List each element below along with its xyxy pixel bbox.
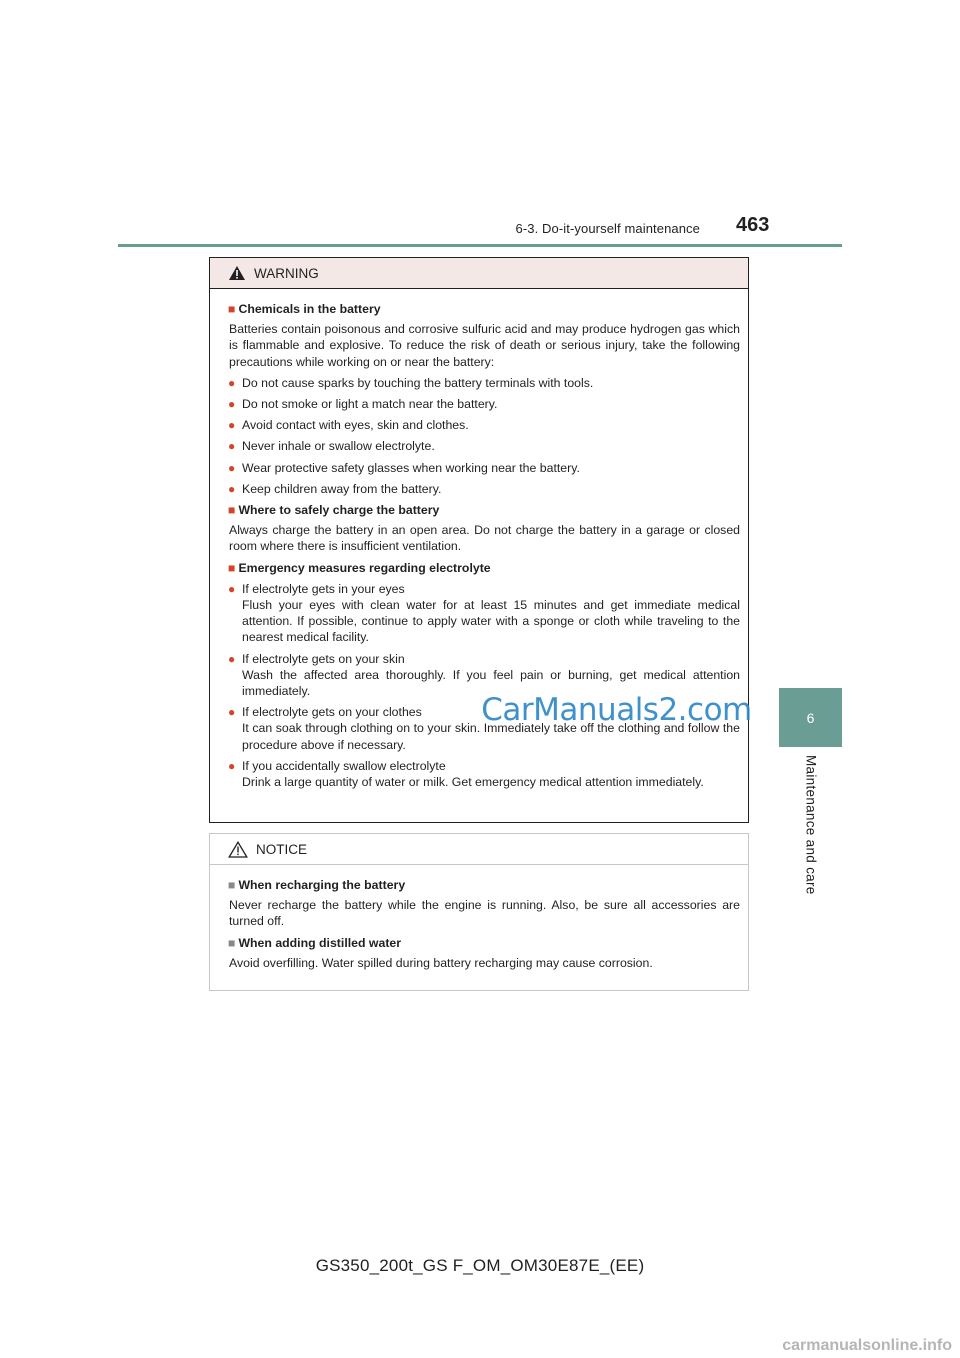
list-item: ● Do not smoke or light a match near the battery. xyxy=(228,397,498,412)
header-section-title: 6-3. Do-it-yourself maintenance xyxy=(515,221,700,236)
list-item: ● If electrolyte gets on your skin Wash the affected area thoroughly. If you feel pain or burning, get medical attention immediately. xyxy=(228,651,740,699)
notice-header xyxy=(210,834,748,865)
notice-section xyxy=(228,935,740,971)
section-text: Always charge the battery in an open area. Do not charge the battery in a garage or closed room where there is insufficient ventilation. xyxy=(229,523,740,554)
page-number: 463 xyxy=(736,214,770,236)
square-bullet-icon: ■ xyxy=(228,878,236,892)
section-text: Avoid overfilling. Water spilled during battery recharging may cause corrosion. xyxy=(229,955,653,970)
section-title: ■ Emergency measures regarding electrolyte xyxy=(228,560,491,575)
footer-source-link[interactable]: carmanualsonline.info xyxy=(782,1337,952,1354)
notice-section xyxy=(228,877,740,930)
circle-bullet-icon: ● xyxy=(228,439,236,454)
square-bullet-icon: ■ xyxy=(228,560,236,575)
circle-bullet-icon: ● xyxy=(228,397,236,412)
section-text: Batteries contain poisonous and corrosive sulfuric acid and may produce hydrogen gas which is flammable and explosive. To reduce the risk of death or serious injury, take the following precautions while working on or near the battery: xyxy=(229,322,740,369)
list-item: ● Avoid contact with eyes, skin and clothes. xyxy=(228,418,469,433)
list-item: ● If electrolyte gets on your clothes It can soak through clothing on to your skin. Immediately take off the clothing and follow the procedure above if necessary. xyxy=(228,705,740,752)
section-title: ■ Chemicals in the battery xyxy=(228,302,381,316)
list-item: ● If electrolyte gets in your eyes Flush your eyes with clean water for at least 15 minutes and get immediate medical attention. If possible, continue to apply water with a sponge or cloth while traveling to the nearest medical facility. xyxy=(228,581,740,645)
header-rule xyxy=(118,244,842,247)
circle-bullet-icon: ● xyxy=(228,651,236,666)
circle-bullet-icon: ● xyxy=(228,481,236,496)
notice-box xyxy=(209,833,749,991)
notice-body xyxy=(210,865,748,971)
section-title: ■ When adding distilled water xyxy=(228,935,402,950)
warning-section xyxy=(228,301,740,497)
section-text: Never recharge the battery while the engine is running. Also, be sure all accessories are turned off. xyxy=(229,898,740,929)
watermark: CarManuals2.com xyxy=(481,691,752,728)
list-item: ● Wear protective safety glasses when working near the battery. xyxy=(228,460,580,475)
warning-section xyxy=(228,560,740,791)
warning-header xyxy=(210,258,748,289)
chapter-number: 6 xyxy=(806,709,815,726)
list-item: ● Do not cause sparks by touching the battery terminals with tools. xyxy=(228,375,594,390)
list-item: ● Never inhale or swallow electrolyte. xyxy=(228,439,435,454)
circle-bullet-icon: ● xyxy=(228,758,236,773)
notice-heading: NOTICE xyxy=(256,841,308,857)
circle-bullet-icon: ● xyxy=(228,418,236,433)
warning-box xyxy=(209,257,752,823)
footer-model-code: GS350_200t_GS F_OM_OM30E87E_(EE) xyxy=(315,1256,645,1275)
square-bullet-icon: ■ xyxy=(228,503,236,518)
circle-bullet-icon: ● xyxy=(228,581,236,596)
caution-triangle-icon xyxy=(228,841,248,858)
circle-bullet-icon: ● xyxy=(228,460,236,475)
circle-bullet-icon: ● xyxy=(228,705,236,720)
list-item: ● If you accidentally swallow electrolyte Drink a large quantity of water or milk. Get emergency medical attention immediately. xyxy=(228,758,704,790)
circle-bullet-icon: ● xyxy=(228,375,236,390)
square-bullet-icon: ■ xyxy=(228,302,236,316)
section-title: ■ When recharging the battery xyxy=(228,878,406,892)
warning-section xyxy=(228,502,740,555)
warning-triangle-icon xyxy=(228,265,246,281)
warning-heading: WARNING xyxy=(254,265,319,281)
square-bullet-icon: ■ xyxy=(228,935,236,950)
chapter-label: Maintenance and care xyxy=(803,755,819,895)
section-title: ■ Where to safely charge the battery xyxy=(228,503,440,518)
chapter-tab xyxy=(779,688,842,747)
list-item: ● Keep children away from the battery. xyxy=(228,481,442,496)
